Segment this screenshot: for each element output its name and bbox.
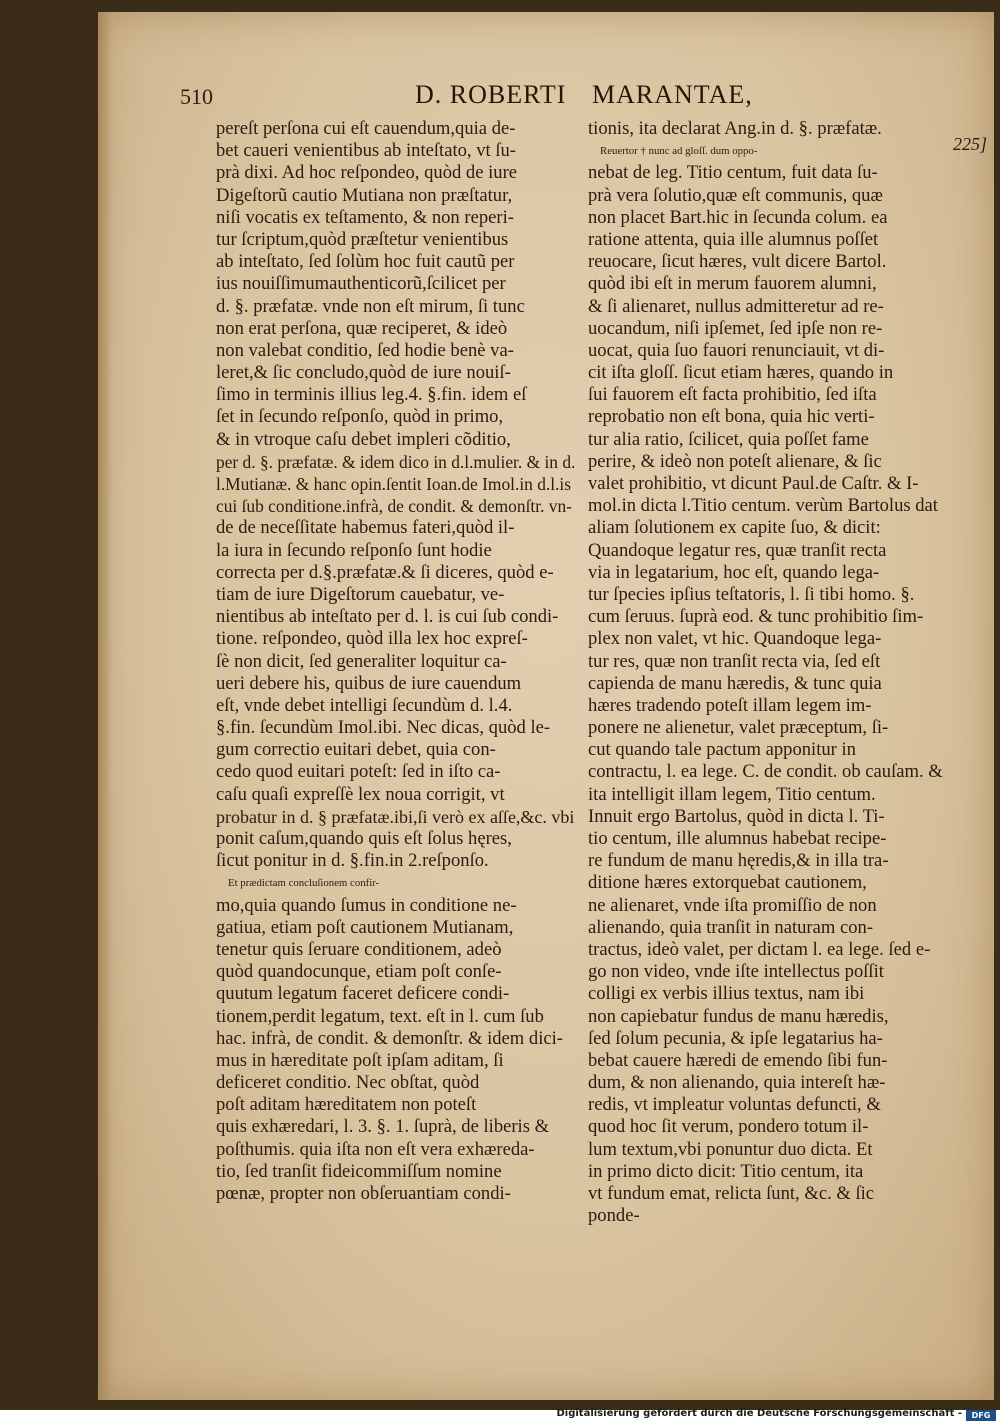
text-line: ponde- xyxy=(588,1205,640,1227)
folio-number: 510 xyxy=(180,84,213,109)
running-head-left: D. ROBERTI xyxy=(415,80,567,109)
text-line: poſthumis. quia iſta non eſt vera exhæreda- xyxy=(216,1138,535,1160)
text-line: quòd quandocunque, etiam poſt conſe- xyxy=(216,961,502,983)
text-line: lum textum,vbi ponuntur duo dicta. Et xyxy=(588,1138,873,1160)
footer-credit-text: Digitalisierung gefördert durch die Deutsche Forschungsgemeinschaft - xyxy=(556,1408,962,1419)
text-column-left xyxy=(216,118,576,1205)
text-line: alienando, quia tranſit in naturam con- xyxy=(588,916,874,938)
text-line: quod hoc ſit verum, pondero totum il- xyxy=(588,1116,869,1138)
text-line: correcta per d.§.præfatæ.& ſi diceres, quòd e- xyxy=(216,561,554,583)
text-line: gum correctio euitari debet, quia con- xyxy=(216,739,496,761)
text-line: ditione hæres extorquebat cautionem, xyxy=(588,872,867,894)
margin-note-number: 225] xyxy=(953,134,988,154)
text-line: mo,quia quando ſumus in conditione ne- xyxy=(216,894,517,916)
text-line: & in vtroque caſu debet impleri cõditio, xyxy=(216,428,511,450)
text-line: capienda de manu hæredis, & tunc quia xyxy=(588,672,882,694)
text-line: deficeret conditio. Nec obſtat, quòd xyxy=(216,1072,480,1094)
text-line: ſicut ponitur in d. §.fin.in 2.reſponſo. xyxy=(216,850,489,872)
text-line: la iura in ſecundo reſponſo ſunt hodie xyxy=(216,539,492,561)
text-line: tionis, ita declarat Ang.in d. §. præfatæ. xyxy=(588,118,882,139)
text-line: tiam de iure Digeſtorum cauebatur, ve- xyxy=(216,583,505,605)
text-line: vt fundum emat, relicta ſunt, &c. & ſic xyxy=(588,1183,875,1204)
text-line: re fundum de manu hęredis,& in illa tra- xyxy=(588,850,889,872)
text-line: cit iſta gloſſ. ſicut etiam hæres, quando in xyxy=(588,362,894,384)
text-line: pereſt perſona cui eſt cauendum,quia de- xyxy=(216,118,516,139)
text-line: Digeſtorũ cautio Mutiana non præſtatur, xyxy=(216,184,513,206)
text-line: reprobatio non eſt bona, quia hic verti- xyxy=(588,406,875,428)
page-gutter-shadow xyxy=(98,12,112,1400)
text-line: Reuertor † nunc ad gloſſ. dum oppo- xyxy=(600,145,758,158)
text-line: quutum legatum faceret deficere condi- xyxy=(216,983,510,1005)
text-line: via in legatarium, hoc eſt, quando lega- xyxy=(588,561,880,583)
text-line: dum, & non alienando, quia intereſt hæ- xyxy=(588,1072,886,1094)
text-line: tur res, quæ non tranſit recta via, ſed eſt xyxy=(588,650,881,672)
text-line: Quandoque legatur res, quæ tranſit recta xyxy=(588,539,887,561)
text-line: ponere ne alienetur, valet præceptum, ſi- xyxy=(588,717,889,739)
text-line: caſu quaſi expreſſè lex noua corrigit, vt xyxy=(216,783,505,805)
text-line: de de neceſſitate habemus fateri,quòd il- xyxy=(216,517,515,539)
text-line: ita intelligit illam legem, Titio centum. xyxy=(588,783,876,805)
text-line: tionem,perdit legatum, text. eſt in l. cum ſub xyxy=(216,1005,544,1027)
text-line: §.fin. ſecundùm Imol.ibi. Nec dicas, quòd le- xyxy=(216,717,551,739)
running-head-right: MARANTAE, xyxy=(592,80,753,109)
text-line: tur ſcriptum,quòd præſtetur venientibus xyxy=(216,228,509,250)
text-line: prà vera ſolutio,quæ eſt communis, quæ xyxy=(588,184,883,206)
text-line: gatiua, etiam poſt cautionem Mutianam, xyxy=(216,916,514,938)
text-line: ſimo in terminis illius leg.4. §.fin. idem eſ xyxy=(216,384,527,406)
page-header xyxy=(0,80,1000,120)
text-line: nebat de leg. Titio centum, fuit data ſu- xyxy=(588,162,878,184)
text-line: ſè non dicit, ſed generaliter loquitur ca- xyxy=(216,650,507,672)
text-line: tur ſpecies ipſius teſtatoris, l. ſi tibi homo. §. xyxy=(588,583,915,605)
text-column-right xyxy=(588,118,948,1227)
text-line: ratione attenta, quia ille alumnus poſſet xyxy=(588,228,879,250)
text-line: ab inteſtato, ſed ſolùm hoc fuit cautũ per xyxy=(216,251,515,273)
text-line: tione. reſpondeo, quòd illa lex hoc expreſ- xyxy=(216,628,528,650)
dfg-logo: DFG xyxy=(966,1410,996,1421)
text-line: ius nouiſſimumauthenticorũ,ſcilicet per xyxy=(216,273,506,295)
text-line: colligi ex verbis illius textus, nam ibi xyxy=(588,983,865,1005)
text-line: go non video, vnde iſte intellectus poſſit xyxy=(588,961,884,983)
text-line: quòd ibi eſt in merum fauorem alumni, xyxy=(588,273,877,295)
text-line: hac. infrà, de condit. & demonſtr. & idem dici- xyxy=(216,1027,563,1049)
text-line: pœnæ, propter non obſeruantiam condi- xyxy=(216,1183,511,1204)
text-line: ueri debere his, quibus de iure cauendum xyxy=(216,672,522,694)
text-line: cui ſub conditione.infrà, de condit. & demonſtr. vn- xyxy=(216,496,572,517)
text-line: Innuit ergo Bartolus, quòd in dicta l. Ti- xyxy=(588,805,885,827)
text-line: & ſi alienaret, nullus admitteretur ad re- xyxy=(588,295,884,317)
text-line: niſi vocatis ex teſtamento, & non reperi- xyxy=(216,206,514,228)
text-line: cut quando tale pactum apponitur in xyxy=(588,739,856,761)
text-line: plex non valet, vt hic. Quandoque lega- xyxy=(588,628,882,650)
text-line: mol.in dicta l.Titio centum. verùm Bartolus dat xyxy=(588,495,938,517)
text-line: aliam ſolutionem ex capite ſuo, & dicit: xyxy=(588,517,881,539)
text-line: cedo quod euitari poteſt: ſed in iſto ca- xyxy=(216,761,501,783)
text-line: tur alia ratio, ſcilicet, quia poſſet fame xyxy=(588,428,869,450)
text-line: cum ſeruus. ſuprà eod. & tunc prohibitio ſim- xyxy=(588,606,924,628)
text-line: non erat perſona, quæ reciperet, & ideò xyxy=(216,317,508,339)
text-line: non placet Bart.hic in ſecunda colum. ea xyxy=(588,206,888,228)
text-line: per d. §. præfatæ. & idem dico in d.l.mulier. & in d. xyxy=(216,451,576,472)
text-line: in primo dicto dicit: Titio centum, ita xyxy=(588,1160,864,1182)
text-line: valet prohibitio, vt dicunt Paul.de Caſtr. & I- xyxy=(588,473,919,494)
text-line: mus in hæreditate poſt ipſam aditam, ſi xyxy=(216,1049,504,1071)
text-line: probatur in d. § præfatæ.ibi,ſi verò ex aſſe,&c. vbi xyxy=(216,806,575,827)
text-line: Et prædictam concluſionem confir- xyxy=(228,877,380,890)
text-line: ſed ſolum pecunia, & ipſe legatarius ha- xyxy=(588,1027,883,1049)
text-line: tenetur quis ſeruare conditionem, adeò xyxy=(216,938,502,960)
text-line: ponit caſum,quando quis eſt ſolus hęres, xyxy=(216,828,512,849)
text-line: uocat, quia ſuo fauori renunciauit, vt di- xyxy=(588,339,885,361)
text-line: reuocare, ſicut hæres, vult dicere Bartol. xyxy=(588,251,887,273)
text-line: uocandum, niſi ipſemet, ſed ipſe non re- xyxy=(588,317,883,339)
text-line: nientibus ab inteſtato per d. l. is cui ſub condi- xyxy=(216,606,559,628)
text-line: perire, & ideò non poteſt alienare, & ſic xyxy=(588,450,882,472)
text-line: contractu, l. ea lege. C. de condit. ob cauſam. & xyxy=(588,761,943,783)
text-line: poſt aditam hæreditatem non poteſt xyxy=(216,1094,477,1116)
text-line: non capiebatur fundus de manu hæredis, xyxy=(588,1005,889,1027)
text-line: bet caueri venientibus ab inteſtato, vt ſu- xyxy=(216,140,516,162)
text-line: tio, ſed tranſit fideicommiſſum nomine xyxy=(216,1160,502,1182)
text-line: non valebat conditio, ſed hodie benè va- xyxy=(216,339,514,361)
text-line: leret,& ſic concludo,quòd de iure nouiſ- xyxy=(216,362,511,384)
text-line: ſui fauorem eſt facta prohibitio, ſed iſta xyxy=(588,384,877,406)
text-line: ne alienaret, vnde iſta promiſſio de non xyxy=(588,894,877,916)
text-line: eſt, vnde debet intelligi ſecundùm d. l.4. xyxy=(216,694,513,716)
text-line: tractus, ideò valet, per dictam l. ea lege. ſed e- xyxy=(588,938,931,960)
text-line: quis exhæredari, l. 3. §. 1. ſuprà, de liberis & xyxy=(216,1116,550,1138)
text-line: ſet in ſecundo reſponſo, quòd in primo, xyxy=(216,406,504,428)
text-line: tio centum, ille alumnus habebat recipe- xyxy=(588,828,887,849)
text-line: prà dixi. Ad hoc reſpondeo, quòd de iure xyxy=(216,162,518,184)
text-line: l.Mutianæ. & hanc opin.ſentit Ioan.de Imol.in d.l.is xyxy=(216,474,572,494)
text-line: redis, vt impleatur voluntas defuncti, & xyxy=(588,1094,881,1116)
text-line: hæres tradendo poteſt illam legem im- xyxy=(588,694,872,716)
text-line: d. §. præfatæ. vnde non eſt mirum, ſi tunc xyxy=(216,295,525,317)
text-line: bebat cauere hæredi de emendo ſibi fun- xyxy=(588,1049,888,1071)
digitization-footer xyxy=(0,1410,1000,1423)
